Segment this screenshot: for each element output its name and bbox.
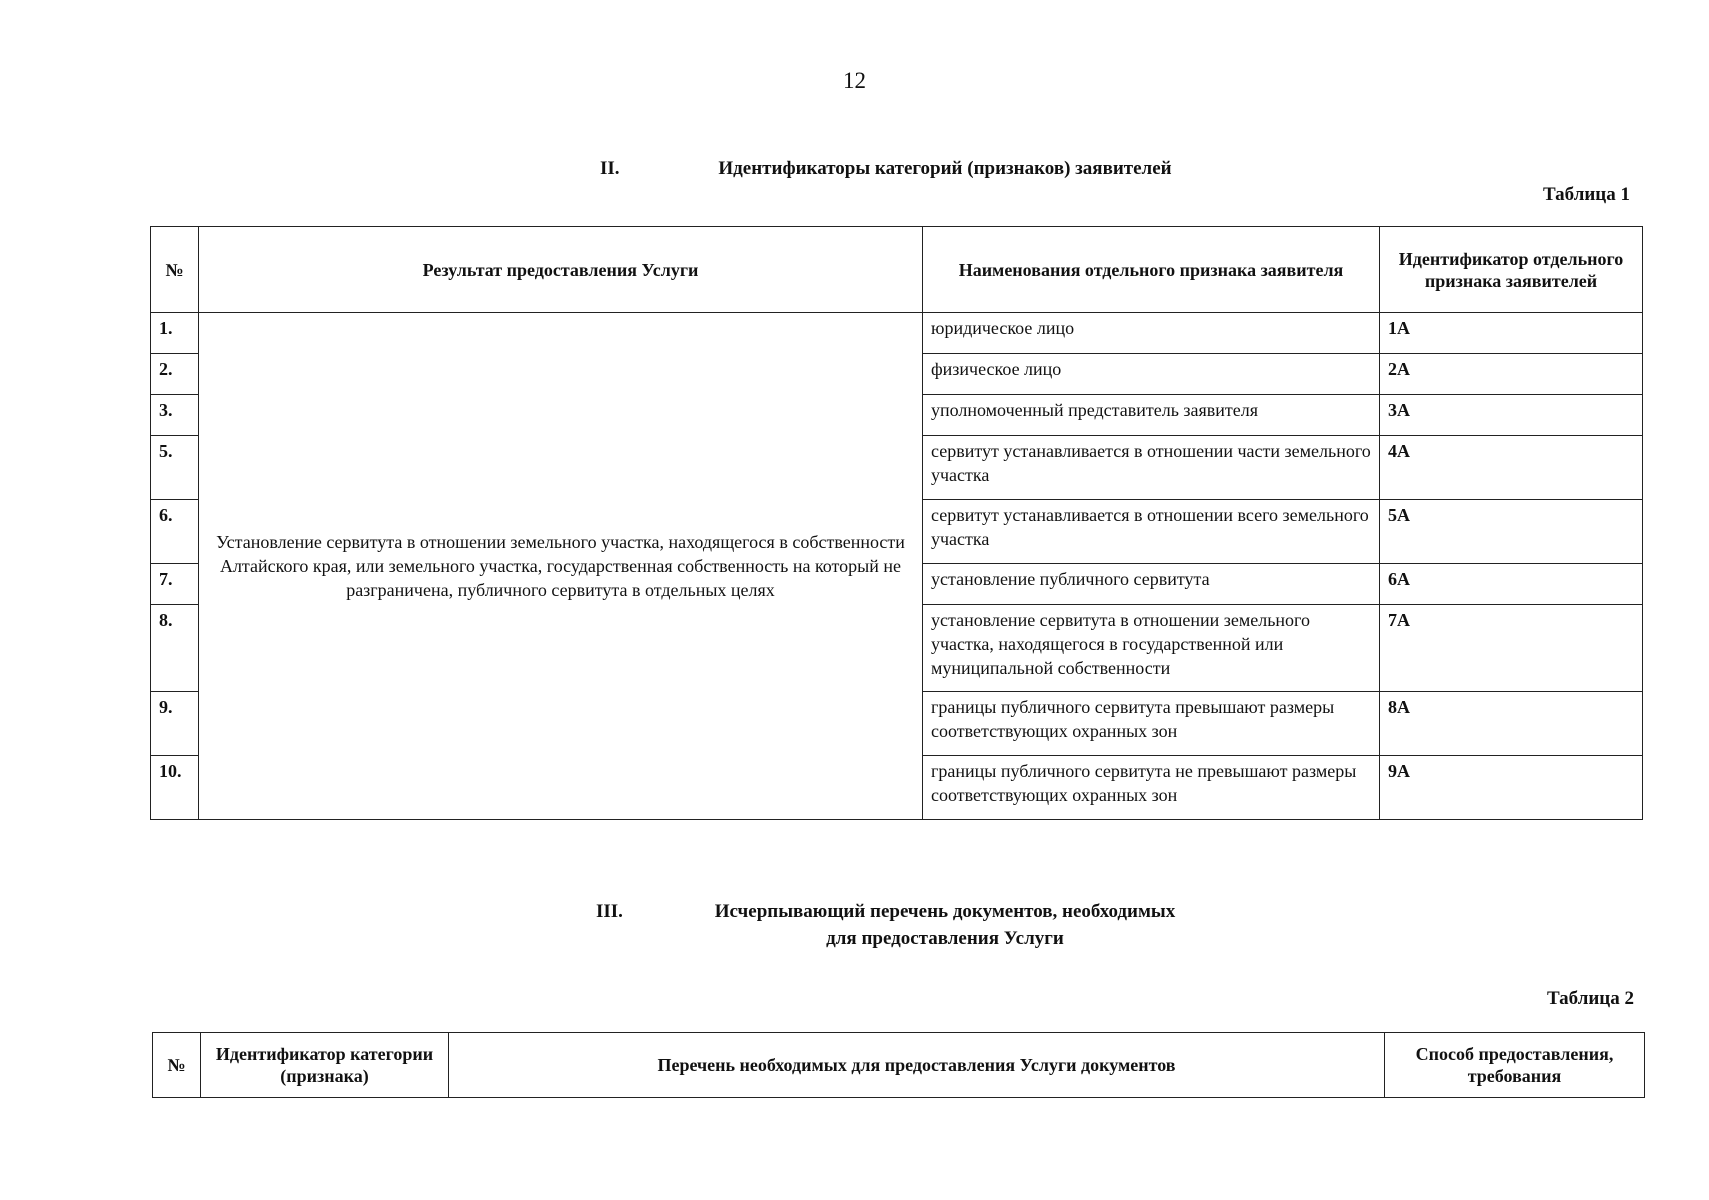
row-identifier: 7А	[1380, 605, 1643, 692]
row-feature: границы публичного сервитута не превышают размеры соответствующих охранных зон	[923, 756, 1380, 820]
row-identifier: 5А	[1380, 500, 1643, 564]
row-identifier: 4А	[1380, 436, 1643, 500]
row-number: 3.	[151, 395, 199, 436]
row-feature: физическое лицо	[923, 354, 1380, 395]
section-2-heading	[590, 158, 1210, 180]
row-feature: установление сервитута в отношении земельного участка, находящегося в государственной или муниципальной собственности	[923, 605, 1380, 692]
header-feature-name: Наименования отдельного признака заявителя	[923, 227, 1380, 313]
header-num: №	[151, 227, 199, 313]
table-row	[151, 313, 1643, 354]
row-identifier: 9А	[1380, 756, 1643, 820]
row-number: 6.	[151, 500, 199, 564]
row-number: 2.	[151, 354, 199, 395]
merged-result-cell: Установление сервитута в отношении земельного участка, находящегося в собственности Алтайского края, или земельного участка, государственная собственность на который не разграничена, публичного сервитута в отдельных целях	[199, 313, 923, 820]
row-number: 8.	[151, 605, 199, 692]
header-result: Результат предоставления Услуги	[199, 227, 923, 313]
table-2-header-documents: Перечень необходимых для предоставления Услуги документов	[449, 1033, 1385, 1098]
table-2-header-category-id: Идентификатор категории (признака)	[201, 1033, 449, 1098]
section-2-title: Идентификаторы категорий (признаков) заявителей	[718, 158, 1172, 179]
table-1-header-row	[151, 227, 1643, 313]
page-number: 12	[843, 68, 866, 93]
row-number: 1.	[151, 313, 199, 354]
row-number: 10.	[151, 756, 199, 820]
row-feature: сервитут устанавливается в отношении всего земельного участка	[923, 500, 1380, 564]
table-1	[150, 226, 1643, 820]
section-3-title-line-1: Исчерпывающий перечень документов, необходимых	[714, 901, 1176, 922]
table-2-header-row	[153, 1033, 1645, 1098]
table-2-header-method: Способ предоставления, требования	[1385, 1033, 1645, 1098]
row-identifier: 8А	[1380, 692, 1643, 756]
section-3-heading	[590, 898, 1210, 952]
section-2-roman: II.	[600, 158, 620, 179]
row-feature: сервитут устанавливается в отношении части земельного участка	[923, 436, 1380, 500]
row-identifier: 6А	[1380, 564, 1643, 605]
row-identifier: 1А	[1380, 313, 1643, 354]
section-3-roman: III.	[596, 901, 623, 922]
row-feature: уполномоченный представитель заявителя	[923, 395, 1380, 436]
row-identifier: 3А	[1380, 395, 1643, 436]
row-number: 7.	[151, 564, 199, 605]
header-identifier: Идентификатор отдельного признака заявителей	[1380, 227, 1643, 313]
row-number: 9.	[151, 692, 199, 756]
table-2	[152, 1032, 1645, 1098]
row-feature: границы публичного сервитута превышают размеры соответствующих охранных зон	[923, 692, 1380, 756]
row-feature: юридическое лицо	[923, 313, 1380, 354]
row-number: 5.	[151, 436, 199, 500]
section-3-title-line-2: для предоставления Услуги	[826, 928, 1064, 949]
row-feature: установление публичного сервитута	[923, 564, 1380, 605]
table-2-label: Таблица 2	[1546, 988, 1634, 1009]
table-2-header-num: №	[153, 1033, 201, 1098]
row-identifier: 2А	[1380, 354, 1643, 395]
table-1-label: Таблица 1	[1542, 184, 1630, 205]
